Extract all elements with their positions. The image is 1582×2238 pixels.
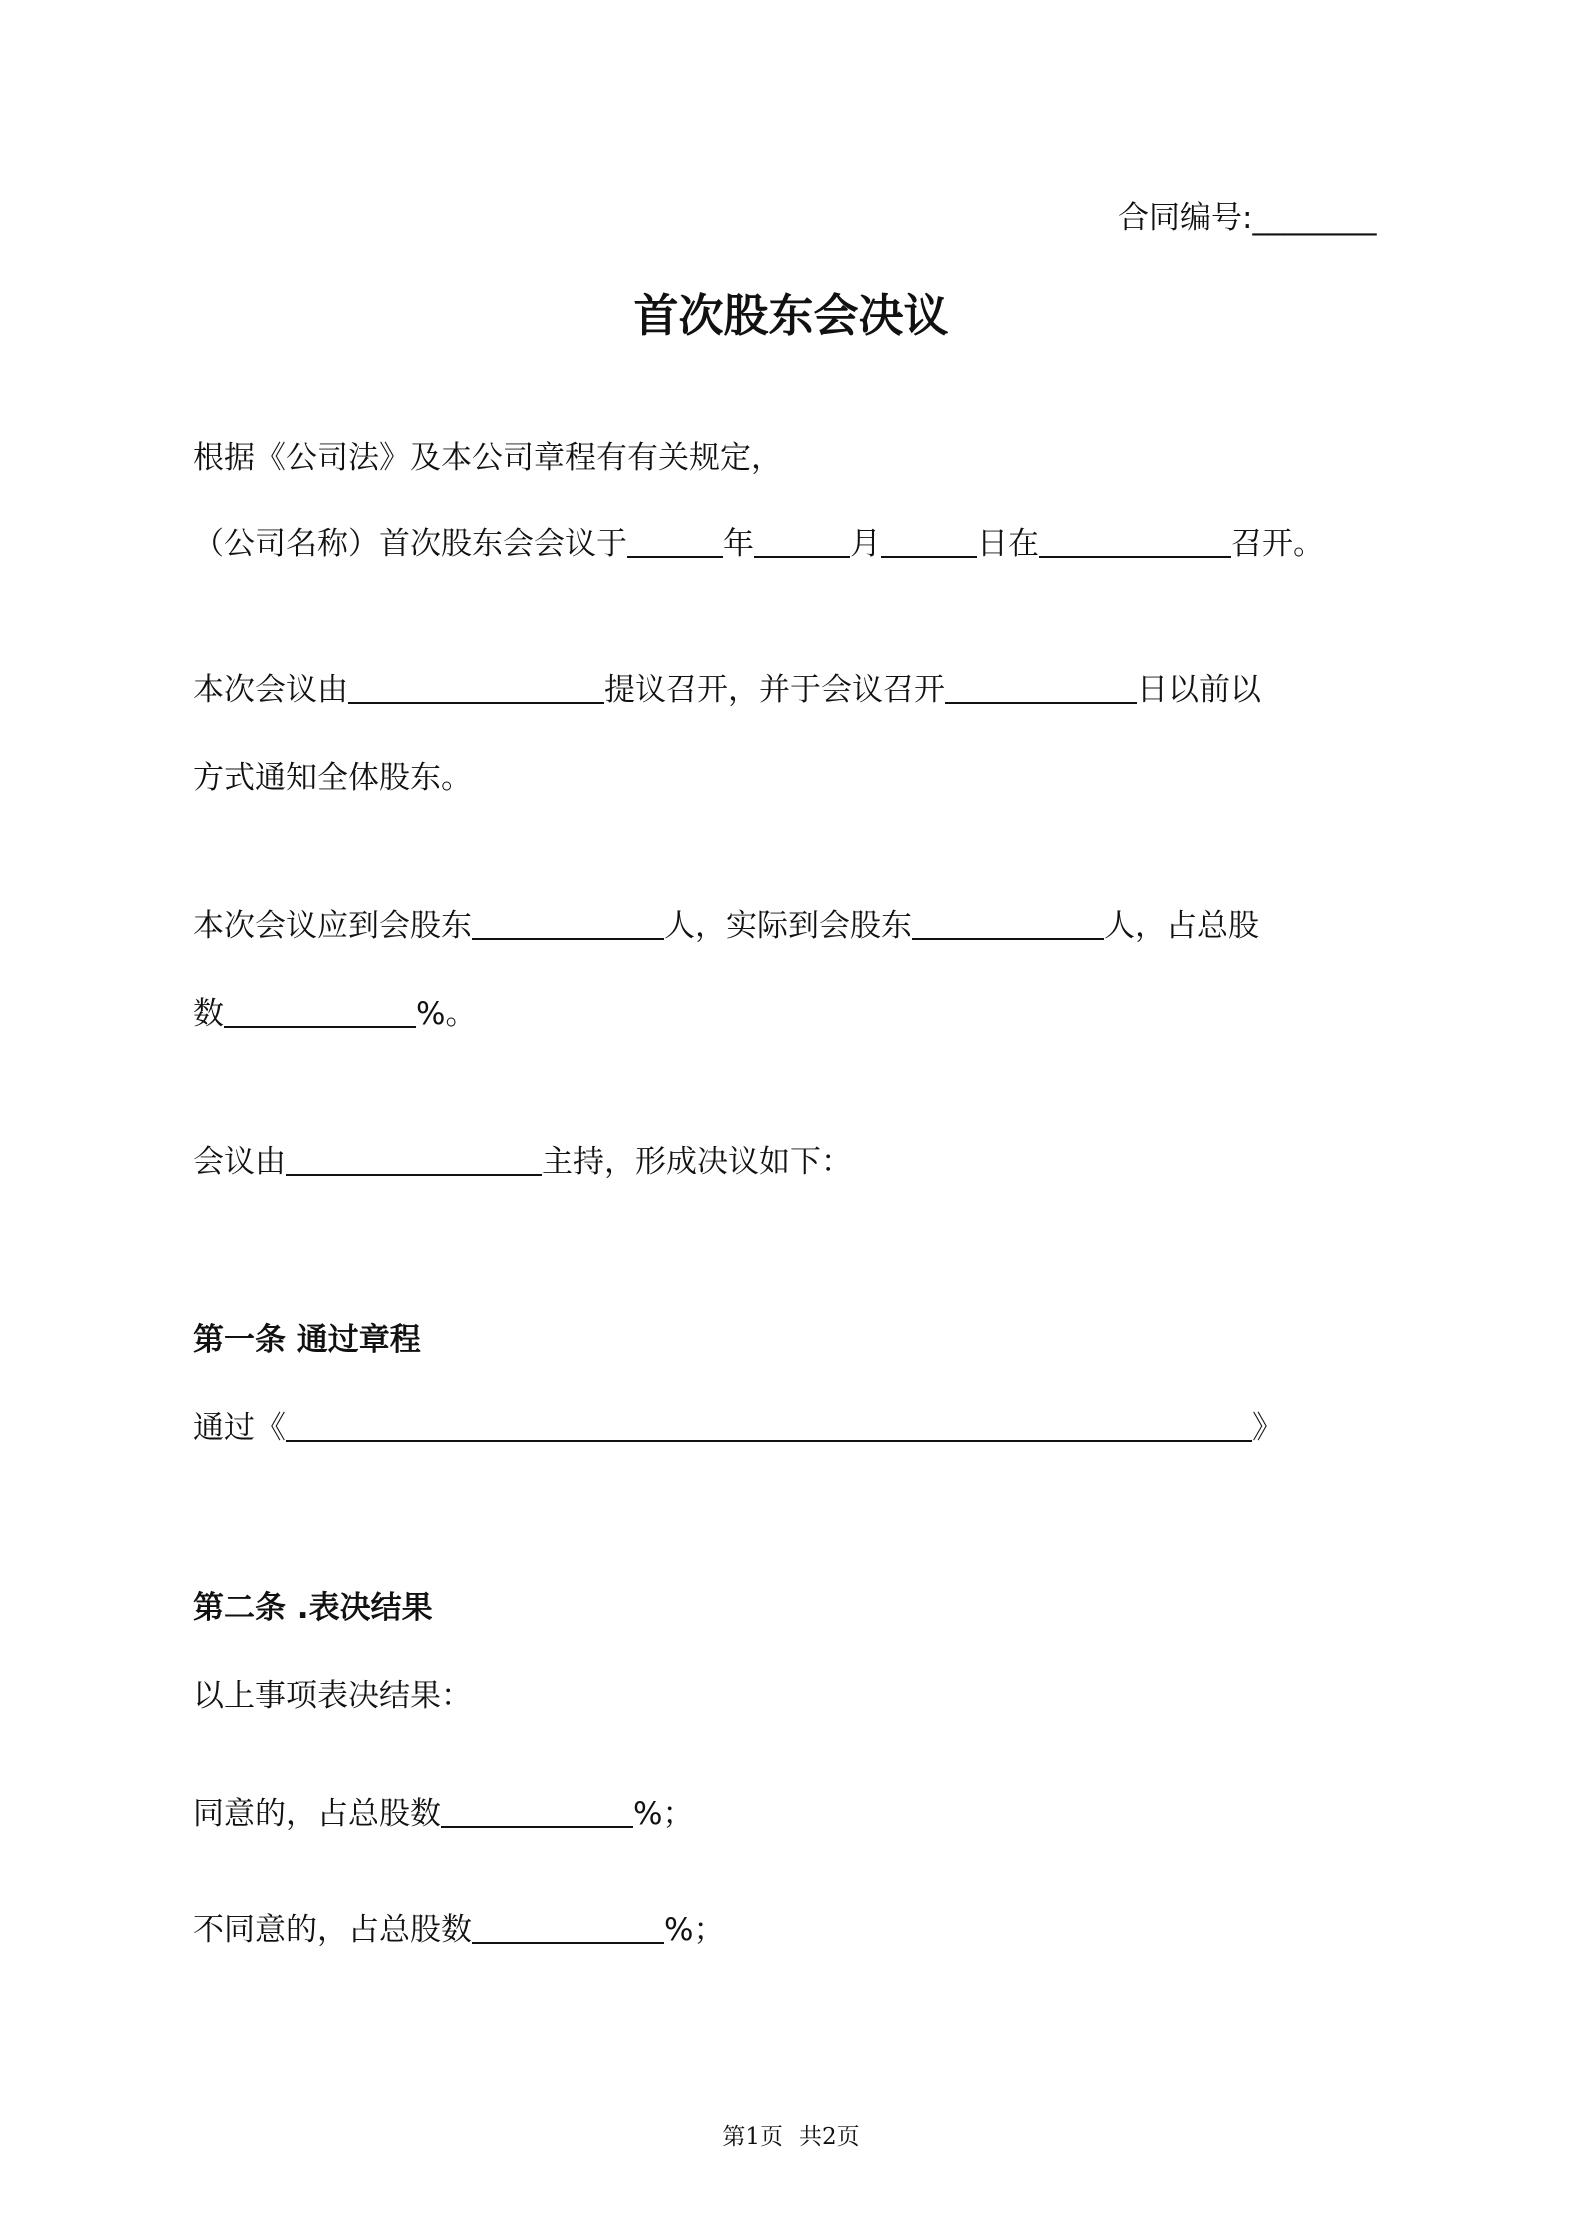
notice-days-blank <box>945 672 1137 704</box>
month-label: 月 <box>850 526 881 562</box>
intro-meeting-text: （公司名称）首次股东会会议于 <box>193 526 627 562</box>
document-title: 首次股东会决议 <box>633 289 949 342</box>
host-text-a: 会议由 <box>193 1144 286 1180</box>
convene-line-2: 方式通知全体股东。 <box>193 760 472 796</box>
convene-line-1 <box>193 670 1261 710</box>
year-label: 年 <box>723 526 754 562</box>
article-1-pass-line <box>193 1408 1283 1448</box>
disagree-line <box>193 1910 724 1950</box>
charter-name-blank <box>286 1410 1252 1442</box>
host-text-b: 主持，形成决议如下： <box>542 1144 852 1180</box>
contract-number <box>1118 198 1376 238</box>
intro-line-1: 根据《公司法》及本公司章程有有关规定， <box>193 440 782 476</box>
article-1-heading: 第一条 通过章程 <box>193 1322 421 1358</box>
agree-percent-blank <box>441 1796 633 1828</box>
disagree-text: 不同意的，占总股数 <box>193 1912 472 1948</box>
convene-text-a: 本次会议由 <box>193 672 348 708</box>
contract-number-value: ________ <box>1252 200 1377 236</box>
convened-label: 召开。 <box>1231 526 1324 562</box>
actual-shareholders-blank <box>912 908 1104 940</box>
host-line <box>193 1142 852 1182</box>
attendance-text-b: 人，实际到会股东 <box>664 908 912 944</box>
attendance-text-c: 人，占总股 <box>1104 908 1259 944</box>
day-label: 日在 <box>977 526 1039 562</box>
agree-percent-sign: %； <box>633 1796 694 1832</box>
vote-result-intro: 以上事项表决结果： <box>193 1678 472 1714</box>
year-blank <box>627 526 723 558</box>
article-2-heading: 第二条 .表决结果 <box>193 1590 433 1626</box>
location-blank <box>1039 526 1231 558</box>
agree-text: 同意的，占总股数 <box>193 1796 441 1832</box>
intro-line-2 <box>193 524 1324 564</box>
attendance-line-2 <box>193 994 476 1034</box>
attendance-text-d: 数 <box>193 996 224 1032</box>
host-blank <box>286 1144 542 1176</box>
disagree-percent-sign: %； <box>664 1912 725 1948</box>
agree-line <box>193 1794 693 1834</box>
page-number-current: 第1页 <box>722 2124 783 2150</box>
page-number-total: 共2页 <box>799 2124 860 2150</box>
attendance-text-e: %。 <box>416 996 477 1032</box>
expected-shareholders-blank <box>472 908 664 940</box>
proposer-blank <box>348 672 604 704</box>
share-percent-blank <box>224 996 416 1028</box>
disagree-percent-blank <box>472 1912 664 1944</box>
month-blank <box>754 526 850 558</box>
convene-text-b: 提议召开，并于会议召开 <box>604 672 945 708</box>
pass-close-text: 》 <box>1252 1410 1283 1446</box>
contract-number-label: 合同编号: <box>1118 200 1253 236</box>
pass-open-text: 通过《 <box>193 1410 286 1446</box>
convene-text-c: 日以前以 <box>1137 672 1261 708</box>
day-blank <box>881 526 977 558</box>
attendance-text-a: 本次会议应到会股东 <box>193 908 472 944</box>
attendance-line-1 <box>193 906 1259 946</box>
page-footer <box>0 2122 1582 2152</box>
